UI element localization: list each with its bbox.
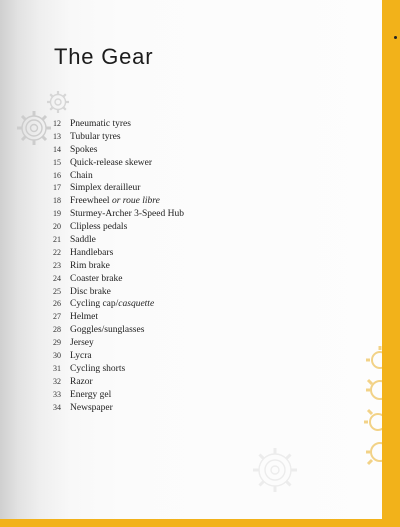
entry-title: Simplex derailleur — [70, 183, 141, 194]
page-number: 25 — [53, 286, 61, 296]
entry-title: Spokes — [70, 144, 98, 155]
list-item — [53, 298, 184, 311]
list-item — [53, 311, 184, 324]
page-number: 15 — [53, 157, 61, 167]
entry-title: Jersey — [70, 338, 94, 349]
page-number: 16 — [53, 170, 61, 180]
page-number: 32 — [53, 376, 61, 386]
list-item — [53, 402, 184, 415]
list-item — [53, 376, 184, 389]
page-number: 26 — [53, 299, 61, 309]
list-item — [53, 273, 184, 286]
list-item — [53, 195, 184, 208]
entry-title: Disc brake — [70, 286, 111, 297]
page-number: 33 — [53, 389, 61, 399]
list-item — [53, 247, 184, 260]
page-number: 12 — [53, 119, 61, 128]
entry-title: Energy gel — [70, 389, 112, 400]
page-title: The Gear — [54, 44, 154, 69]
page-number: 20 — [53, 222, 61, 232]
entry-title: Clipless pedals — [70, 222, 128, 233]
entry-title: Helmet — [70, 312, 98, 323]
page-number: 31 — [53, 363, 61, 373]
page-number: 29 — [53, 338, 61, 348]
entry-connector: or — [111, 196, 123, 207]
entry-title: Saddle — [70, 235, 96, 246]
entry-title: Handlebars — [70, 247, 114, 258]
list-item — [53, 389, 184, 402]
list-item — [53, 182, 184, 195]
page-number: 17 — [53, 183, 61, 193]
list-item — [53, 157, 184, 170]
entry-title: Cycling shorts — [70, 363, 126, 374]
page-number: 23 — [53, 260, 61, 270]
gear-icon-faint — [250, 445, 300, 495]
list-item — [53, 234, 184, 247]
page-number: 19 — [53, 209, 61, 219]
entry-title-italic: casquette — [118, 299, 155, 310]
page-number: 14 — [53, 144, 61, 154]
entry-title: Cycling cap/ — [70, 299, 119, 310]
entry-title: Coaster brake — [70, 273, 123, 284]
entry-title: Chain — [70, 170, 93, 181]
yellow-border-bottom — [0, 519, 400, 527]
list-item — [53, 170, 184, 183]
page-number: 21 — [53, 235, 61, 245]
entry-title: Lycra — [70, 351, 92, 362]
list-item — [53, 324, 184, 337]
entry-title: Tubular tyres — [70, 131, 121, 142]
page-number: 30 — [53, 351, 61, 361]
list-item — [53, 286, 184, 299]
list-item — [53, 131, 184, 144]
entry-title: Newspaper — [70, 402, 113, 413]
entry-title: Razor — [70, 376, 93, 387]
list-item — [53, 144, 184, 157]
page-number: 22 — [53, 247, 61, 257]
entry-title-italic: roue libre — [122, 196, 160, 207]
gear-pattern-icon — [352, 340, 382, 490]
yellow-border-right — [382, 0, 400, 527]
page-number: 24 — [53, 273, 61, 283]
entry-title: Goggles/sunglasses — [70, 325, 145, 336]
entry-title: Rim brake — [70, 260, 110, 271]
gear-icon-large — [14, 108, 54, 148]
entry-title: Sturmey-Archer 3-Speed Hub — [70, 209, 184, 220]
page-mark — [394, 36, 397, 39]
entry-title: Quick-release skewer — [70, 157, 153, 168]
entry-title: Freewheel — [70, 196, 112, 207]
page-number: 13 — [53, 131, 61, 141]
list-item — [53, 208, 184, 221]
page-number: 27 — [53, 312, 61, 322]
list-item — [53, 118, 184, 131]
entry-title: Pneumatic tyres — [70, 119, 131, 129]
list-item — [53, 221, 184, 234]
list-item — [53, 337, 184, 350]
page-number: 34 — [53, 402, 61, 412]
page-number: 28 — [53, 325, 61, 335]
contents-list — [53, 118, 184, 414]
list-item — [53, 363, 184, 376]
list-item — [53, 350, 184, 363]
page-number: 18 — [53, 196, 61, 206]
list-item — [53, 260, 184, 273]
